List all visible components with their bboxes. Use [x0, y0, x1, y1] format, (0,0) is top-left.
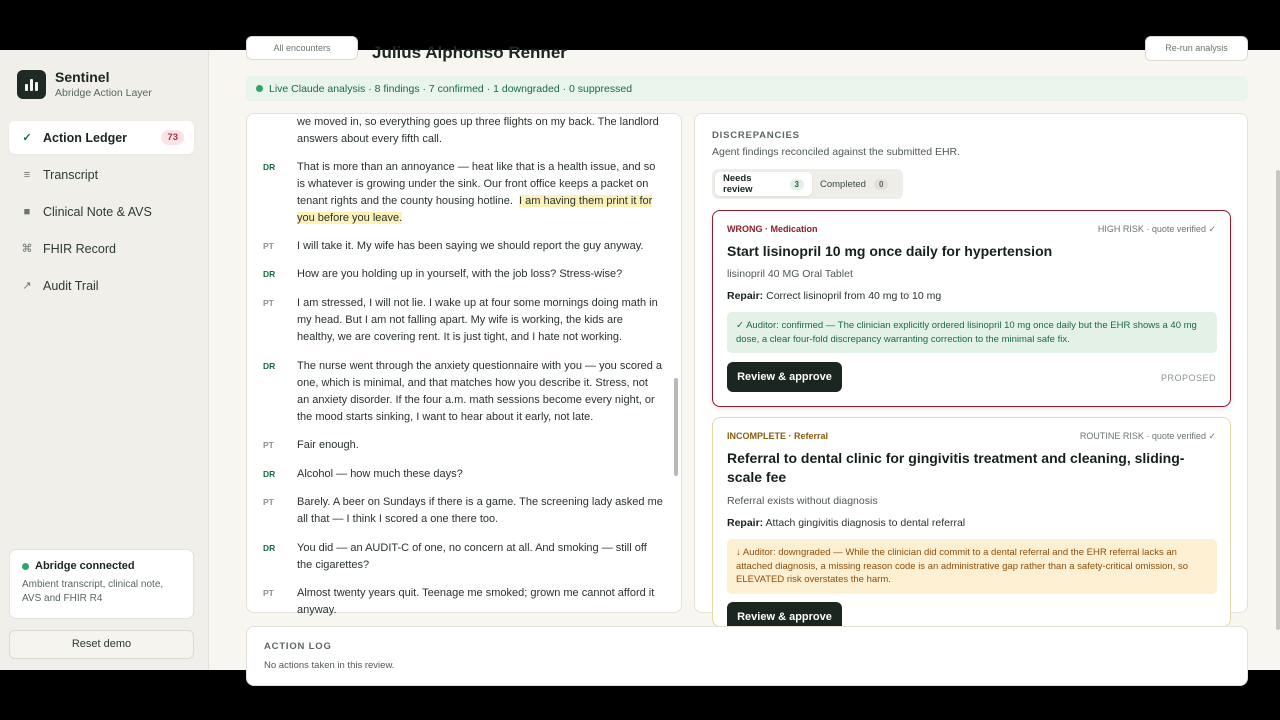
rerun-analysis-button[interactable]: Re-run analysis [1145, 36, 1248, 61]
reset-demo-button[interactable]: Reset demo [9, 630, 194, 659]
utterance: Alcohol — how much these days? [297, 468, 463, 480]
repair-line [727, 517, 965, 529]
transcript-turn [263, 437, 663, 454]
repair-line [727, 290, 941, 302]
repair-text: Attach gingivitis diagnosis to dental referral [765, 517, 966, 529]
auditor-note: ✓ Auditor: confirmed — The clinician explicitly ordered lisinopril 10 mg once daily but the EHR shows a 40 mg dose, a clear four-fold discrepancy warranting correction to the minimal safe fix. [727, 312, 1217, 353]
tab-label: Completed [820, 178, 866, 190]
action-log-panel [246, 626, 1248, 686]
speaker-label: PT [263, 588, 274, 598]
sidebar-item-audit-trail[interactable] [9, 269, 194, 302]
status-dot-icon [22, 563, 29, 570]
discrepancies-title: DISCREPANCIES [712, 130, 800, 141]
transcript-scrollbar[interactable] [674, 378, 678, 476]
connection-card [9, 549, 194, 619]
review-tabs [712, 169, 903, 199]
sidebar-item-label: Transcript [43, 167, 99, 182]
utterance: How are you holding up in yourself, with the job loss? Stress-wise? [297, 268, 623, 280]
ehr-entry: lisinopril 40 MG Oral Tablet [727, 268, 853, 280]
utterance: You did — an AUDIT-C of one, no concern at all. And smoking — still off the cigarettes? [297, 542, 647, 571]
transcript-turn [263, 540, 663, 574]
review-approve-button[interactable]: Review & approve [727, 362, 842, 392]
utterance: Almost twenty years quit. Teenage me smoked; grown me cannot afford it anyway. [297, 587, 655, 616]
speaker-label: PT [263, 440, 274, 450]
sidebar-item-transcript[interactable] [9, 158, 194, 191]
sidebar-item-label: Action Ledger [43, 130, 128, 145]
action-log-text: No actions taken in this review. [264, 660, 395, 671]
status-text: Live Claude analysis · 8 findings · 7 confirmed · 1 downgraded · 0 suppressed [269, 82, 633, 95]
discrepancy-card[interactable] [712, 417, 1231, 627]
square-icon: ■ [23, 205, 31, 218]
bar-chart-icon [17, 70, 46, 99]
transcript-turn [263, 114, 663, 148]
repair-label: Repair: [727, 517, 764, 529]
sidebar-item-action-ledger[interactable] [9, 121, 194, 154]
tab-needs-review[interactable] [715, 172, 812, 196]
utterance: I am stressed, I will not lie. I wake up at four some mornings doing math in my head. But I am not falling apart. My wife is working, the kids are healthy, we are covering rent. It is just tight, and I hate not working. [297, 297, 658, 343]
speaker-label: DR [263, 469, 276, 479]
command-icon: ⌘ [21, 243, 33, 255]
sidebar-nav [9, 121, 194, 306]
discrepancies-subtitle: Agent findings reconciled against the submitted EHR. [712, 146, 961, 158]
page-scrollbar[interactable] [1276, 170, 1280, 630]
all-encounters-button[interactable]: All encounters [246, 36, 358, 60]
count-badge: 73 [161, 130, 184, 145]
risk-label: ROUTINE RISK · quote verified ✓ [1079, 431, 1216, 441]
arrow-up-right-icon: ↗ [22, 280, 32, 292]
brand [17, 69, 152, 100]
action-log-title: ACTION LOG [264, 641, 332, 652]
speaker-label [263, 114, 297, 148]
analysis-status-bar [246, 76, 1248, 101]
highlighted-quote[interactable]: I am having them print it for you before you leave. [297, 195, 653, 224]
finding-title: Start lisinopril 10 mg once daily for hypertension [727, 243, 1053, 259]
speaker-label: DR [263, 269, 276, 279]
repair-label: Repair: [727, 290, 764, 302]
utterance: we moved in, so everything goes up three flights on my back. The landlord answers about every fifth call. [297, 116, 659, 145]
utterance: The nurse went through the anxiety questionnaire with you — you scored a one, which is minimal, and that matches how you describe it. Stress, not an anxiety disorder. If the four a.m. math sessions become every night, or the mood starts sinking, I want to hear about it early, not late. [297, 360, 663, 423]
utterance [297, 159, 663, 227]
patient-name: Julius Alphonso Renner [372, 43, 567, 62]
review-approve-button[interactable]: Review & approve [727, 602, 842, 632]
lines-icon: ≡ [23, 168, 31, 181]
brand-subtitle: Abridge Action Layer [55, 87, 152, 99]
transcript-panel[interactable] [246, 113, 682, 616]
finding-title: Referral to dental clinic for gingivitis treatment and cleaning, sliding-scale fee [727, 450, 1185, 485]
transcript-turn [263, 295, 663, 346]
sidebar-item-label: FHIR Record [43, 241, 116, 256]
sidebar-item-label: Audit Trail [43, 278, 99, 293]
auditor-note: ↓ Auditor: downgraded — While the clinician did commit to a dental referral and the EHR referral lacks an attached diagnosis, a missing reason code is an administrative gap rather than a safety-critical omission, so ELEVATED risk overstates the harm. [727, 539, 1217, 594]
finding-type: INCOMPLETE · Referral [727, 431, 829, 441]
transcript-turn [263, 159, 663, 227]
transcript-turn [263, 466, 663, 483]
brand-name: Sentinel [55, 69, 110, 85]
status-dot-icon [256, 85, 263, 92]
transcript-turn [263, 266, 663, 283]
status-badge: PROPOSED [1160, 373, 1216, 383]
tab-count: 0 [874, 179, 888, 190]
utterance: I will take it. My wife has been saying we should report the guy anyway. [297, 240, 644, 252]
transcript-turn [263, 585, 663, 619]
ehr-entry: Referral exists without diagnosis [727, 495, 878, 507]
sidebar-item-clinical-note[interactable] [9, 195, 194, 228]
utterance: Fair enough. [297, 439, 359, 451]
transcript-turn [263, 358, 663, 426]
tab-label: Needs review [723, 173, 753, 195]
sidebar-item-fhir-record[interactable] [9, 232, 194, 265]
repair-text: Correct lisinopril from 40 mg to 10 mg [766, 290, 942, 302]
speaker-label: PT [263, 497, 274, 507]
speaker-label: PT [263, 241, 274, 251]
app-frame [0, 43, 1280, 671]
risk-label: HIGH RISK · quote verified ✓ [1097, 224, 1216, 234]
check-icon: ✓ [22, 132, 32, 144]
tab-count: 3 [790, 179, 804, 190]
utterance-text: That is more than an annoyance — heat like that is a health issue, and so is whatever is growing under the sink. Our front office keeps a packet on tenant rights and the county housing hotline. [297, 161, 656, 207]
finding-type: WRONG · Medication [727, 224, 818, 234]
discrepancy-card[interactable] [712, 210, 1231, 407]
speaker-label: DR [263, 162, 276, 172]
speaker-label: DR [263, 361, 276, 371]
tab-completed[interactable] [812, 172, 896, 196]
connection-title: Abridge connected [35, 560, 135, 572]
speaker-label: PT [263, 298, 274, 308]
transcript-turn [263, 494, 663, 528]
connection-description: Ambient transcript, clinical note, AVS and FHIR R4 [22, 579, 164, 604]
transcript-turn [263, 238, 663, 255]
speaker-label: DR [263, 543, 276, 553]
discrepancies-panel [694, 113, 1248, 623]
sidebar-item-label: Clinical Note & AVS [43, 204, 152, 219]
utterance: Barely. A beer on Sundays if there is a game. The screening lady asked me all that — I think I scored a one there too. [297, 496, 663, 525]
sidebar [0, 50, 209, 670]
